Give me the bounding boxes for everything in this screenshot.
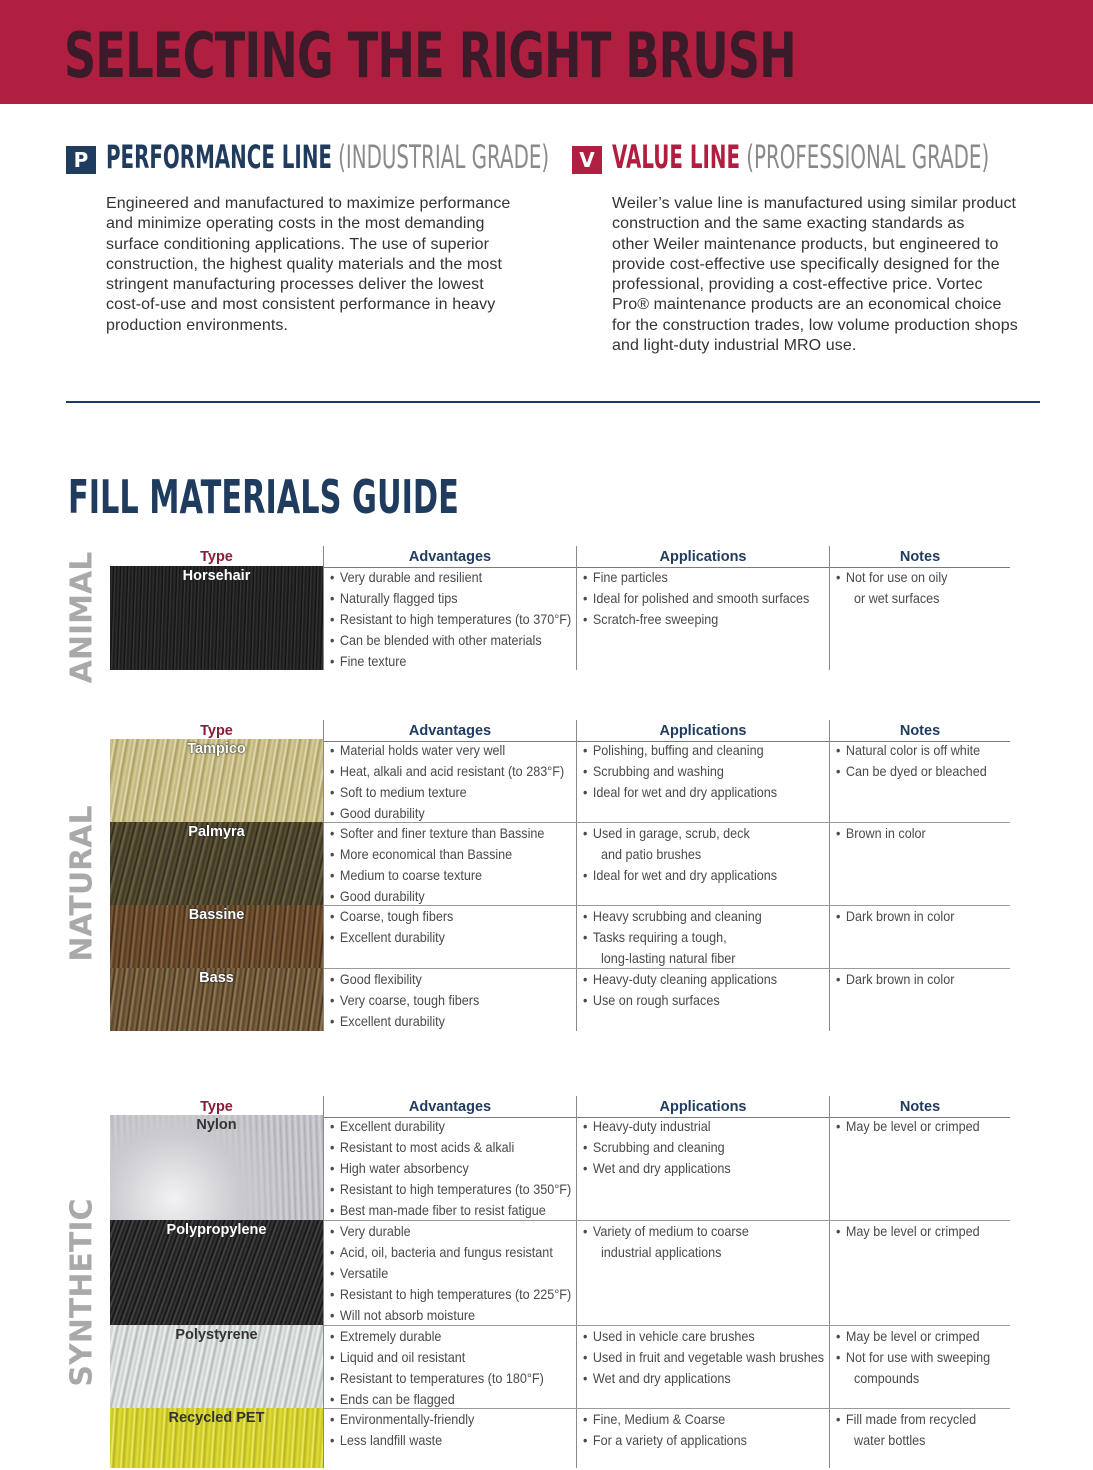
material-applications-item: and patio brushes bbox=[601, 845, 702, 862]
material-applications-item: • Fine, Medium & Coarse bbox=[583, 1409, 747, 1430]
material-advantages-item: • Will not absorb moisture bbox=[330, 1305, 571, 1326]
column-header-notes: Notes bbox=[899, 723, 941, 739]
material-notes-list bbox=[836, 1116, 980, 1137]
material-applications-item: • Ideal for wet and dry applications bbox=[583, 865, 777, 886]
performance-description-line: surface conditioning applications. The use of superior bbox=[106, 235, 490, 253]
performance-description-line: stringent manufacturing processes deliver the lowest bbox=[106, 276, 484, 294]
material-type-label: Nylon bbox=[196, 1117, 237, 1133]
material-advantages-item: • Naturally flagged tips bbox=[330, 588, 571, 609]
fill-materials-guide-title: FILL MATERIALS GUIDE bbox=[68, 470, 459, 524]
material-notes-item: • May be level or crimped bbox=[836, 1116, 980, 1137]
synthetic-category-label bbox=[64, 1116, 100, 1468]
material-applications-list bbox=[583, 1116, 731, 1179]
material-advantages-item: • Resistant to temperatures (to 180°F) bbox=[330, 1368, 544, 1389]
material-applications-list bbox=[583, 1409, 747, 1451]
material-applications-item: • Tasks requiring a tough, bbox=[583, 927, 762, 948]
material-type-label: Bassine bbox=[188, 907, 245, 923]
material-advantages-list bbox=[330, 1221, 571, 1326]
material-notes-item: • Not for use with sweeping bbox=[836, 1347, 990, 1368]
material-type-label: Palmyra bbox=[188, 824, 245, 840]
material-notes-item: • Not for use on oily bbox=[836, 567, 947, 588]
material-notes-item: • May be level or crimped bbox=[836, 1326, 990, 1347]
material-notes-list bbox=[836, 1326, 990, 1389]
material-advantages-item: • Resistant to most acids & alkali bbox=[330, 1137, 571, 1158]
performance-description-line: and minimize operating costs in the most demanding bbox=[106, 215, 485, 233]
material-notes-item: • Can be dyed or bleached bbox=[836, 761, 987, 782]
column-divider bbox=[576, 1096, 577, 1468]
material-applications-item: • Wet and dry applications bbox=[583, 1368, 824, 1389]
material-applications-item: • Heavy scrubbing and cleaning bbox=[583, 906, 762, 927]
material-applications-list bbox=[583, 1221, 749, 1263]
material-type-label: Polypropylene bbox=[166, 1222, 267, 1238]
value-subtitle: (PROFESSIONAL GRADE) bbox=[746, 138, 990, 176]
material-applications-item: • Use on rough surfaces bbox=[583, 990, 777, 1011]
value-description-line: Pro® maintenance products are an economical choice bbox=[612, 296, 1002, 314]
material-advantages-item: • Coarse, tough fibers bbox=[330, 906, 453, 927]
material-notes-item: • Fill made from recycled bbox=[836, 1409, 976, 1430]
material-advantages-item: • Good durability bbox=[330, 886, 544, 907]
natural-category-text: NATURAL bbox=[64, 804, 100, 962]
material-advantages-item: • Heat, alkali and acid resistant (to 283°F) bbox=[330, 761, 564, 782]
material-advantages-item: • Versatile bbox=[330, 1263, 571, 1284]
column-header-applications: Applications bbox=[659, 549, 747, 565]
material-applications-item: • For a variety of applications bbox=[583, 1430, 747, 1451]
material-applications-item: • Ideal for wet and dry applications bbox=[583, 782, 777, 803]
recycled-pet-swatch-image bbox=[110, 1408, 323, 1468]
material-advantages-item: • Very durable bbox=[330, 1221, 571, 1242]
material-applications-item: • Scrubbing and washing bbox=[583, 761, 777, 782]
performance-description-line: Engineered and manufactured to maximize performance bbox=[106, 195, 511, 212]
material-advantages-item: • Resistant to high temperatures (to 225°F) bbox=[330, 1284, 571, 1305]
material-notes-item: or wet surfaces bbox=[854, 589, 940, 606]
material-applications-item: • Heavy-duty cleaning applications bbox=[583, 969, 777, 990]
value-description-line: other Weiler maintenance products, but engineered to bbox=[612, 235, 999, 253]
material-advantages-item: • Can be blended with other materials bbox=[330, 630, 571, 651]
material-advantages-item: • High water absorbency bbox=[330, 1158, 571, 1179]
material-advantages-list bbox=[330, 1116, 571, 1221]
material-notes-item: water bottles bbox=[854, 1431, 926, 1448]
material-type-label: Recycled PET bbox=[168, 1410, 265, 1426]
material-applications-item: industrial applications bbox=[601, 1243, 722, 1260]
material-applications-item: long-lasting natural fiber bbox=[601, 949, 736, 966]
material-applications-item: • Wet and dry applications bbox=[583, 1158, 731, 1179]
column-header-applications: Applications bbox=[659, 723, 747, 739]
synthetic-category-text: SYNTHETIC bbox=[64, 1197, 100, 1387]
performance-title-text: PERFORMANCE LINE bbox=[106, 138, 332, 176]
animal-category-text: ANIMAL bbox=[64, 551, 100, 683]
material-advantages-item: • Resistant to high temperatures (to 350°F) bbox=[330, 1179, 571, 1200]
value-description-line: and light-duty industrial MRO use. bbox=[612, 337, 857, 355]
material-advantages-item: • Very durable and resilient bbox=[330, 567, 571, 588]
material-advantages-item: • Resistant to high temperatures (to 370°F) bbox=[330, 609, 571, 630]
material-notes-item: compounds bbox=[854, 1369, 920, 1386]
material-type-label: Polystyrene bbox=[175, 1327, 258, 1343]
value-description-line: construction and the same exacting standards as bbox=[612, 215, 965, 233]
material-advantages-item: • Acid, oil, bacteria and fungus resistant bbox=[330, 1242, 571, 1263]
material-advantages-item: • Very coarse, tough fibers bbox=[330, 990, 479, 1011]
material-applications-item: • Variety of medium to coarse bbox=[583, 1221, 749, 1242]
column-header-type: Type bbox=[200, 1099, 233, 1115]
performance-subtitle: (INDUSTRIAL GRADE) bbox=[338, 138, 550, 176]
material-advantages-item: • Fine texture bbox=[330, 651, 571, 672]
material-applications-item: • Fine particles bbox=[583, 567, 809, 588]
material-advantages-item: • More economical than Bassine bbox=[330, 844, 544, 865]
value-description-line: professional, providing a cost-effective price. Vortec bbox=[612, 276, 983, 294]
value-description-line: provide cost-effective use specifically designed for the bbox=[612, 255, 1000, 273]
material-type-label: Horsehair bbox=[182, 568, 251, 584]
material-notes-item: • Brown in color bbox=[836, 823, 926, 844]
column-header-advantages: Advantages bbox=[408, 723, 492, 739]
column-header-type: Type bbox=[200, 723, 233, 739]
performance-description-line: construction, the highest quality materials and the most bbox=[106, 255, 503, 273]
polystyrene-swatch-image bbox=[110, 1325, 323, 1408]
material-type-label: Bass bbox=[199, 970, 234, 986]
material-advantages-item: • Excellent durability bbox=[330, 1116, 571, 1137]
column-header-type: Type bbox=[200, 549, 233, 565]
material-type-label: Tampico bbox=[187, 741, 246, 757]
value-title-text: VALUE LINE bbox=[612, 138, 741, 176]
material-advantages-item: • Material holds water very well bbox=[330, 740, 564, 761]
material-advantages-item: • Good flexibility bbox=[330, 969, 479, 990]
material-advantages-item: • Excellent durability bbox=[330, 1011, 479, 1032]
material-notes-item: • May be level or crimped bbox=[836, 1221, 980, 1242]
material-advantages-item: • Soft to medium texture bbox=[330, 782, 564, 803]
column-header-notes: Notes bbox=[899, 549, 941, 565]
material-applications-item: • Scratch-free sweeping bbox=[583, 609, 809, 630]
material-notes-list bbox=[836, 1409, 976, 1451]
material-advantages-list bbox=[330, 1326, 544, 1410]
material-applications-item: • Used in vehicle care brushes bbox=[583, 1326, 824, 1347]
performance-description-line: cost-of-use and most consistent performance in heavy bbox=[106, 296, 496, 314]
material-advantages-item: • Excellent durability bbox=[330, 927, 453, 948]
material-advantages-item: • Good durability bbox=[330, 803, 564, 824]
column-header-applications: Applications bbox=[659, 1099, 747, 1115]
column-divider bbox=[323, 1096, 324, 1468]
material-notes-item: • Natural color is off white bbox=[836, 740, 987, 761]
material-advantages-item: • Medium to coarse texture bbox=[330, 865, 544, 886]
material-advantages-item: • Environmentally-friendly bbox=[330, 1409, 474, 1430]
performance-description-line: production environments. bbox=[106, 316, 289, 334]
column-divider bbox=[829, 1096, 830, 1468]
material-advantages-item: • Softer and finer texture than Bassine bbox=[330, 823, 544, 844]
material-advantages-item: • Liquid and oil resistant bbox=[330, 1347, 544, 1368]
nylon-swatch-image bbox=[110, 1115, 323, 1220]
material-advantages-list bbox=[330, 1409, 474, 1451]
polypropylene-swatch-image bbox=[110, 1220, 323, 1325]
material-advantages-item: • Less landfill waste bbox=[330, 1430, 474, 1451]
performance-badge-icon: P bbox=[66, 146, 96, 174]
material-advantages-item: • Best man-made fiber to resist fatigue bbox=[330, 1200, 571, 1221]
material-applications-item: • Ideal for polished and smooth surfaces bbox=[583, 588, 809, 609]
material-notes-item: • Dark brown in color bbox=[836, 969, 954, 990]
value-description-line: for the construction trades, low volume production shops bbox=[612, 316, 1018, 334]
material-advantages-item: • Ends can be flagged bbox=[330, 1389, 544, 1410]
value-badge-icon: V bbox=[572, 146, 602, 174]
column-header-notes: Notes bbox=[899, 1099, 941, 1115]
page-title: SELECTING THE RIGHT BRUSH bbox=[64, 19, 796, 92]
value-description-line: Weiler’s value line is manufactured using similar product bbox=[612, 195, 1017, 212]
column-header-advantages: Advantages bbox=[408, 1099, 492, 1115]
material-notes-list bbox=[836, 1221, 980, 1242]
material-applications-item: • Heavy-duty industrial bbox=[583, 1116, 731, 1137]
material-applications-list bbox=[583, 1326, 824, 1389]
material-notes-item: • Dark brown in color bbox=[836, 906, 954, 927]
material-applications-item: • Used in fruit and vegetable wash brushes bbox=[583, 1347, 824, 1368]
material-applications-item: • Used in garage, scrub, deck bbox=[583, 823, 777, 844]
material-applications-item: • Scrubbing and cleaning bbox=[583, 1137, 731, 1158]
material-advantages-item: • Extremely durable bbox=[330, 1326, 544, 1347]
column-header-advantages: Advantages bbox=[408, 549, 492, 565]
material-applications-item: • Polishing, buffing and cleaning bbox=[583, 740, 777, 761]
